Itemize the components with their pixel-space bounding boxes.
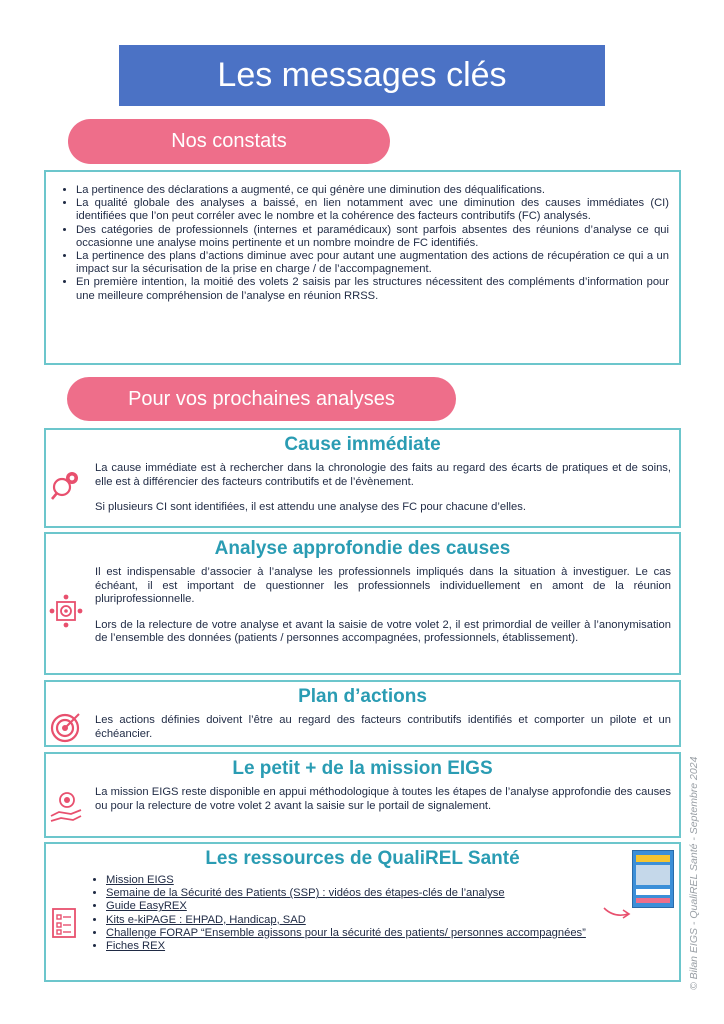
award-hand-icon xyxy=(49,790,83,824)
list-item xyxy=(106,874,646,887)
list-item: • Des catégories de professionnels (internes et paramédicaux) sont parfois absentes des réunions d’analyse ce qui occasionne une analyse moins pertinente et un nombre moindre de FC identifiés. xyxy=(76,224,669,250)
list-item xyxy=(106,900,646,913)
gear-search-icon xyxy=(49,468,83,502)
cause-box xyxy=(44,428,681,528)
side-note: © Bilan EIGS - QualiREL Santé - Septembre 2024 xyxy=(688,756,700,990)
link-mission-eigs[interactable]: Mission EIGS xyxy=(106,874,174,886)
analyses-heading: Pour vos prochaines analyses xyxy=(67,377,456,421)
link-challenge-forap[interactable]: Challenge FORAP “Ensemble agissons pour la sécurité des patients/ personnes accompagnées” xyxy=(106,926,586,939)
analyse-paragraph: Lors de la relecture de votre analyse et avant la saisie de votre volet 2, il est primordial de veiller à l’anonymisation de l’ensemble des données (patients / personnes accompagnées, professionnels, établissement). xyxy=(95,618,671,645)
list-item xyxy=(106,927,646,940)
constats-heading: Nos constats xyxy=(68,119,390,164)
link-guide-easyrex[interactable]: Guide EasyREX xyxy=(106,900,187,913)
petit-title: Le petit + de la mission EIGS xyxy=(232,758,493,779)
analyse-paragraph: Il est indispensable d’associer à l’analyse les professionnels impliqués dans la situation à investiguer. Le cas échéant, il est important de questionner les professionnels individuellement en amont de la réunion pluriprofessionnelle. xyxy=(95,566,671,606)
analyse-title: Analyse approfondie des causes xyxy=(214,538,511,559)
cause-body xyxy=(95,462,671,515)
petit-body xyxy=(95,786,671,813)
link-fiches-rex[interactable]: Fiches REX xyxy=(106,940,166,953)
list-item xyxy=(106,914,646,927)
page-title: Les messages clés xyxy=(119,45,605,106)
list-item xyxy=(106,887,646,900)
link-ssp-videos[interactable]: Semaine de la Sécurité des Patients (SSP) : vidéos des étapes-clés de l’analyse xyxy=(106,887,505,900)
plan-paragraph: Les actions définies doivent l’être au regard des facteurs contributifs identifiés et comporter un pilote et un échéancier. xyxy=(95,714,671,740)
plan-box xyxy=(44,680,681,747)
constats-list xyxy=(46,172,679,303)
cause-paragraph: Si plusieurs CI sont identifiées, il est attendu une analyse des FC pour chacune d’elles. xyxy=(95,501,526,514)
cause-paragraph: La cause immédiate est à rechercher dans la chronologie des faits au regard des écarts de pratiques et de soins, elle est à différencier des facteurs contributifs et de l’évènement. xyxy=(95,462,671,488)
list-item: • La pertinence des plans d’actions diminue avec pour autant une augmentation des actions de récupération ce qui a un impact sur la sécurisation de la prise en charge / de l’accompagnement. xyxy=(76,250,669,276)
target-network-icon xyxy=(49,594,83,628)
list-item xyxy=(106,940,646,953)
ressources-title: Les ressources de QualiREL Santé xyxy=(205,848,520,869)
cause-title: Cause immédiate xyxy=(284,434,441,455)
resources-list xyxy=(92,874,646,953)
resource-thumbnail[interactable] xyxy=(632,850,674,908)
checklist-icon xyxy=(49,906,83,940)
list-item: • En première intention, la moitié des volets 2 saisis par les structures nécessitent des compléments d’information pour une meilleure compréhension de l’analyse en réunion RRSS. xyxy=(76,276,669,302)
list-item: • La pertinence des déclarations a augmenté, ce qui génère une diminution des déqualifications. xyxy=(76,184,669,197)
ressources-box xyxy=(44,842,681,982)
list-item: • La qualité globale des analyses a baissé, en lien notamment avec une diminution des causes immédiates (CI) identifiées que l’on peut corréler avec le nombre et la cohérence des facteurs contributifs (FC) analysés. xyxy=(76,197,669,223)
petit-paragraph: La mission EIGS reste disponible en appui méthodologique à toutes les étapes de l’analyse approfondie des causes ou pour la relecture de votre volet 2 avant la saisie sur le portail de signalement. xyxy=(95,786,671,812)
plan-body xyxy=(95,714,671,741)
arrow-icon xyxy=(602,904,632,920)
analyse-box xyxy=(44,532,681,675)
link-kits-ekipage[interactable]: Kits e-kiPAGE : EHPAD, Handicap, SAD xyxy=(106,913,306,926)
constats-box xyxy=(44,170,681,365)
plan-title: Plan d’actions xyxy=(298,686,427,707)
bullseye-icon xyxy=(49,710,83,744)
analyse-body xyxy=(95,566,671,646)
petit-box xyxy=(44,752,681,838)
